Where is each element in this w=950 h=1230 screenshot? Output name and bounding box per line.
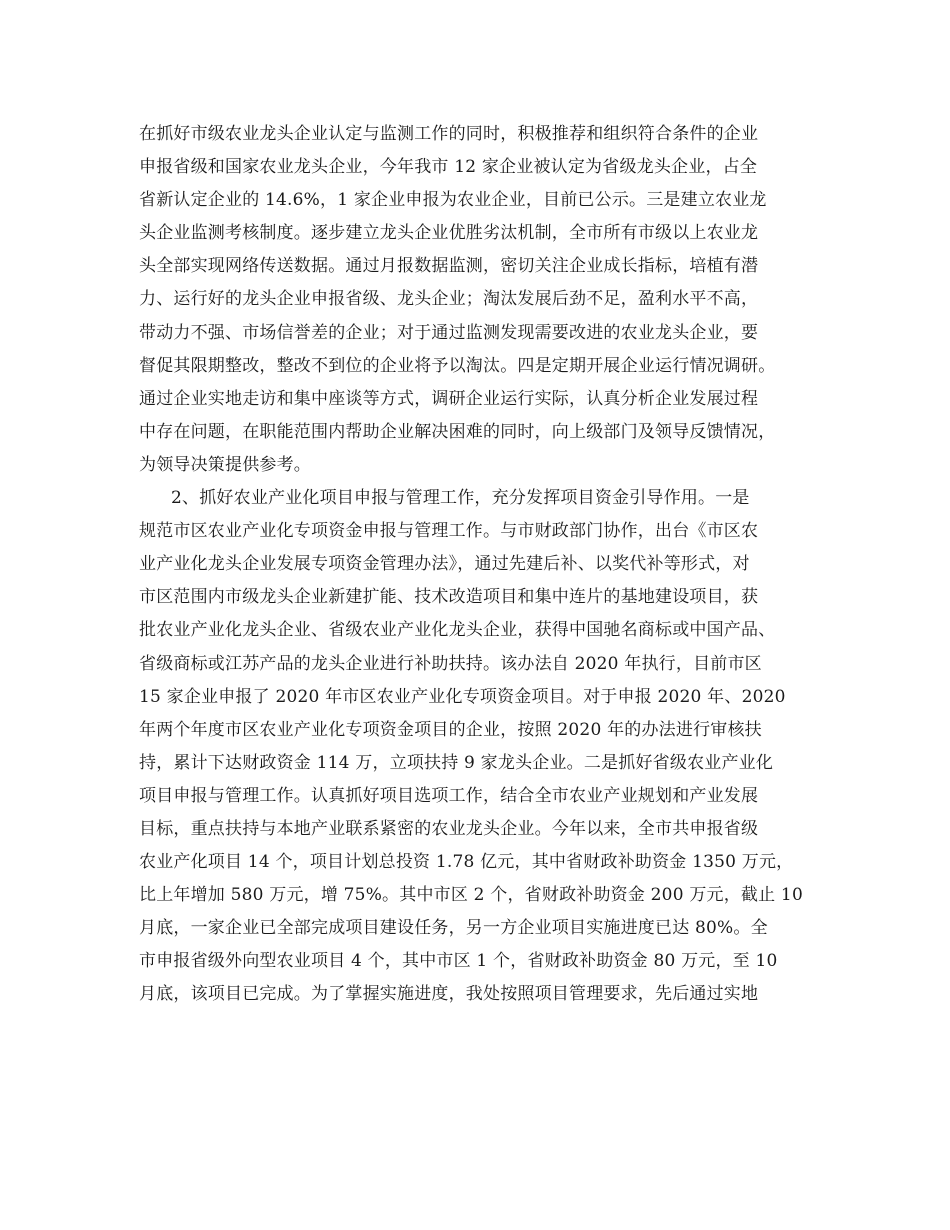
- text-line: 督促其限期整改，整改不到位的企业将予以淘汰。四是定期开展企业运行情况调研。: [139, 355, 776, 376]
- text-line: 农业产化项目 14 个，项目计划总投资 1.78 亿元，其中省财政补助资金 1350 万元，: [139, 852, 794, 873]
- text-line: 通过企业实地走访和集中座谈等方式，调研企业运行实际，认真分析企业发展过程: [139, 388, 759, 409]
- text-line: 15 家企业申报了 2020 年市区农业产业化专项资金项目。对于申报 2020 年、2020: [139, 686, 786, 707]
- text-line: 带动力不强、市场信誉差的企业；对于通过监测发现需要改进的农业龙头企业，要: [139, 322, 759, 343]
- text-line: 市区范围内市级龙头企业新建扩能、技术改造项目和集中连片的基地建设项目，获: [139, 587, 759, 608]
- text-line: 在抓好市级农业龙头企业认定与监测工作的同时，积极推荐和组织符合条件的企业: [139, 124, 759, 144]
- text-line: 业产业化龙头企业发展专项资金管理办法》，通过先建后补、以奖代补等形式，对: [139, 554, 750, 575]
- text-line: 项目申报与管理工作。认真抓好项目选项工作，结合全市农业产业规划和产业发展: [139, 785, 759, 806]
- text-line: 月底，一家企业已全部完成项目建设任务，另一方企业项目实施进度已达 80%。全: [139, 918, 768, 939]
- text-line: 申报省级和国家农业龙头企业，今年我市 12 家企业被认定为省级龙头企业，占全: [139, 157, 758, 178]
- text-line: 中存在问题，在职能范围内帮助企业解决困难的同时，向上级部门及领导反馈情况，: [139, 421, 776, 442]
- text-line: 目标，重点扶持与本地产业联系紧密的农业龙头企业。今年以来，全市共申报省级: [139, 818, 759, 839]
- body-text: [139, 118, 819, 1012]
- text-line: 批农业产业化龙头企业、省级农业产业化龙头企业，获得中国驰名商标或中国产品、: [139, 620, 776, 641]
- text-line: 头全部实现网络传送数据。通过月报数据监测，密切关注企业成长指标，培植有潜: [139, 256, 759, 277]
- text-line: 省级商标或江苏产品的龙头企业进行补助扶持。该办法自 2020 年执行，目前市区: [139, 653, 762, 674]
- text-line: 省新认定企业的 14.6%，1 家企业申报为农业企业，目前已公示。三是建立农业龙: [139, 190, 767, 211]
- text-line: 规范市区农业产业化专项资金申报与管理工作。与市财政部门协作，出台《市区农: [139, 521, 759, 542]
- text-line: 市申报省级外向型农业项目 4 个，其中市区 1 个，省财政补助资金 80 万元，至 10: [139, 951, 778, 972]
- paragraph-start-line: 2、抓好农业产业化项目申报与管理工作，充分发挥项目资金引导作用。一是: [171, 488, 750, 509]
- text-line: 月底，该项目已完成。为了掌握实施进度，我处按照项目管理要求，先后通过实地: [139, 984, 759, 1005]
- text-line: 持，累计下达财政资金 114 万，立项扶持 9 家龙头企业。二是抓好省级农业产业化: [139, 752, 774, 773]
- text-line: 力、运行好的龙头企业申报省级、龙头企业；淘汰发展后劲不足，盈利水平不高，: [139, 289, 759, 310]
- text-line: 年两个年度市区农业产业化专项资金项目的企业，按照 2020 年的办法进行审核扶: [139, 719, 762, 740]
- text-line: 头企业监测考核制度。逐步建立龙头企业优胜劣汰机制，全市所有市级以上农业龙: [139, 223, 759, 244]
- text-line: 比上年增加 580 万元，增 75%。其中市区 2 个，省财政补助资金 200 万元，截止 10: [139, 885, 803, 906]
- text-line: 为领导决策提供参考。: [139, 454, 311, 475]
